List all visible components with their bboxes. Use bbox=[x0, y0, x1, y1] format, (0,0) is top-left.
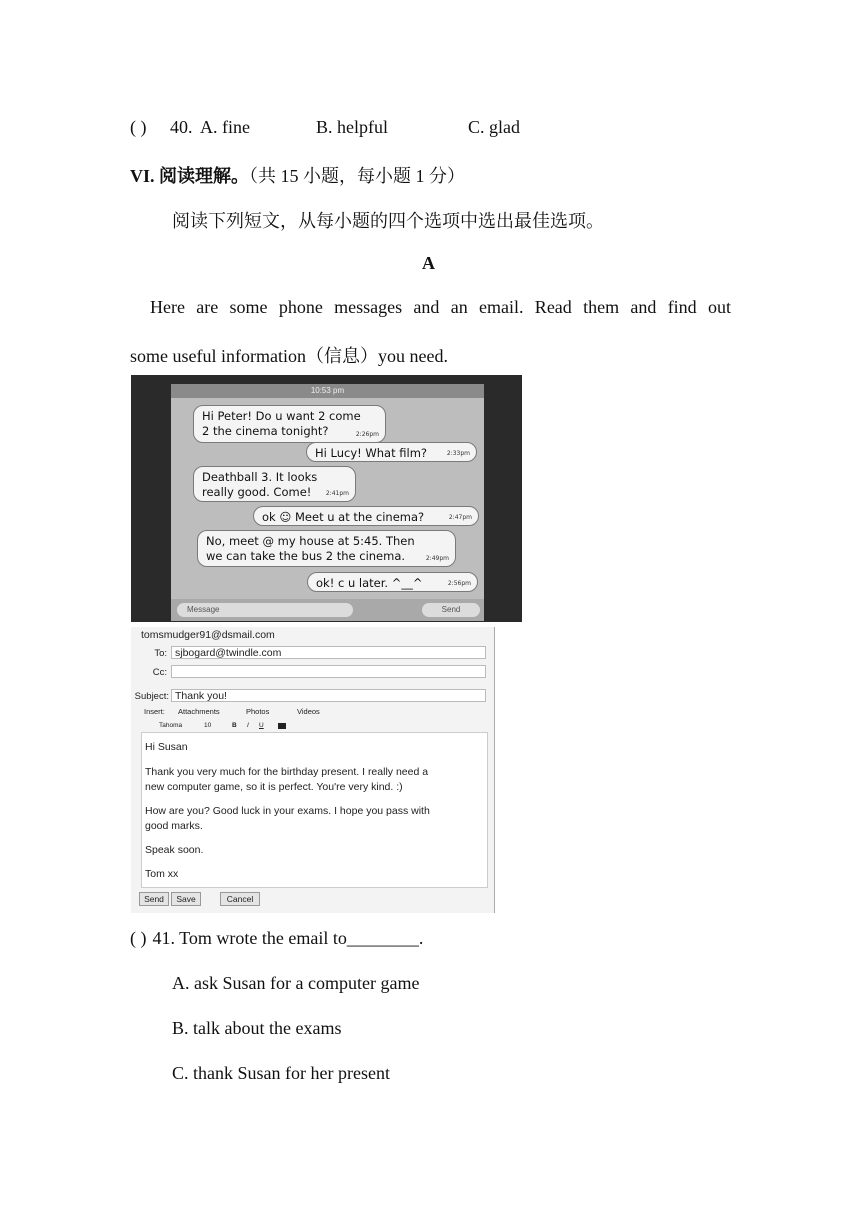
message-time: 2:33pm bbox=[446, 450, 470, 457]
email-body[interactable] bbox=[141, 732, 488, 888]
phone-messages-screenshot bbox=[131, 375, 522, 622]
email-screenshot bbox=[131, 627, 495, 913]
insert-label: Insert: bbox=[144, 707, 165, 716]
message-line: really good. Come! bbox=[202, 485, 312, 499]
status-bar-time: 10:53 pm bbox=[171, 384, 484, 398]
message-bubble bbox=[253, 506, 479, 526]
message-line: ok! c u later. ^__^ bbox=[316, 576, 423, 590]
body-line: How are you? Good luck in your exams. I hope you pass with bbox=[145, 805, 430, 817]
option-b: B. helpful bbox=[316, 117, 388, 137]
body-line: Speak soon. bbox=[145, 844, 204, 856]
insert-photos[interactable]: Photos bbox=[246, 707, 270, 716]
message-bubble bbox=[197, 530, 456, 567]
body-line: Tom xx bbox=[145, 868, 179, 880]
option-a: A. ask Susan for a computer game bbox=[172, 973, 420, 993]
cc-field[interactable] bbox=[171, 665, 486, 678]
message-time: 2:49pm bbox=[425, 555, 449, 562]
email-send-button[interactable]: Send bbox=[139, 892, 169, 906]
section-title: VI. 阅读理解。 bbox=[130, 166, 250, 186]
email-from: tomsmudger91@dsmail.com bbox=[141, 629, 275, 641]
to-label: To: bbox=[154, 648, 167, 659]
option-a: A. fine bbox=[200, 117, 250, 137]
question-stem: 41. Tom wrote the email to________. bbox=[152, 928, 424, 948]
subject-field[interactable]: Thank you! bbox=[171, 689, 486, 702]
text-color-swatch[interactable] bbox=[278, 723, 286, 729]
bold-button[interactable]: B bbox=[232, 722, 237, 729]
question-41 bbox=[130, 928, 423, 949]
message-bubble bbox=[307, 572, 478, 592]
to-field[interactable]: sjbogard@twindle.com bbox=[171, 646, 486, 659]
section-note: （共 15 小题，每小题 1 分） bbox=[249, 166, 466, 186]
insert-attachments[interactable]: Attachments bbox=[178, 707, 220, 716]
message-line: we can take the bus 2 the cinema. bbox=[206, 549, 406, 563]
cc-label: Cc: bbox=[152, 667, 167, 678]
option-b: B. talk about the exams bbox=[172, 1018, 342, 1038]
font-size-select[interactable]: 10 bbox=[204, 722, 212, 729]
question-number: 40. bbox=[170, 117, 193, 137]
body-line: new computer game, so it is perfect. You're very kind. :) bbox=[145, 781, 403, 793]
message-line: Hi Peter! Do u want 2 come bbox=[202, 409, 361, 423]
message-line: ok ☺ Meet u at the cinema? bbox=[262, 510, 425, 524]
answer-paren: ( ) bbox=[130, 928, 147, 948]
message-bubble bbox=[306, 442, 477, 462]
email-save-button[interactable]: Save bbox=[171, 892, 201, 906]
message-time: 2:56pm bbox=[447, 580, 471, 587]
send-message-button[interactable]: Send bbox=[422, 603, 480, 617]
option-c: C. thank Susan for her present bbox=[172, 1063, 390, 1083]
body-line: good marks. bbox=[145, 820, 203, 832]
message-time: 2:41pm bbox=[325, 490, 349, 497]
section-heading bbox=[130, 162, 465, 188]
body-line: Thank you very much for the birthday present. I really need a bbox=[145, 766, 429, 778]
section-instruction: 阅读下列短文，从每小题的四个选项中选出最佳选项。 bbox=[172, 211, 604, 231]
subject-label: Subject: bbox=[134, 691, 169, 702]
message-bubble bbox=[193, 405, 386, 443]
underline-button[interactable]: U bbox=[259, 722, 264, 729]
phone-screen bbox=[171, 384, 484, 621]
message-line: No, meet @ my house at 5:45. Then bbox=[206, 534, 415, 548]
passage-label: A bbox=[422, 253, 435, 273]
answer-paren: ( ) bbox=[130, 117, 147, 137]
insert-videos[interactable]: Videos bbox=[297, 707, 320, 716]
question-40 bbox=[0, 117, 860, 141]
email-cancel-button[interactable]: Cancel bbox=[220, 892, 260, 906]
message-line: Hi Lucy! What film? bbox=[315, 446, 428, 460]
passage-intro-line-2: some useful information（信息）you need. bbox=[130, 346, 448, 366]
passage-intro-line-1: Here are some phone messages and an email. Read them and find out bbox=[150, 297, 731, 317]
font-select[interactable]: Tahoma bbox=[159, 722, 183, 729]
option-c: C. glad bbox=[468, 117, 520, 137]
message-time: 2:47pm bbox=[448, 514, 472, 521]
message-line: 2 the cinema tonight? bbox=[202, 424, 329, 438]
message-bubble bbox=[193, 466, 356, 502]
message-composer bbox=[171, 599, 484, 621]
message-input[interactable]: Message bbox=[177, 603, 353, 617]
body-line: Hi Susan bbox=[145, 741, 188, 753]
message-line: Deathball 3. It looks bbox=[202, 470, 318, 484]
message-time: 2:26pm bbox=[355, 431, 379, 438]
italic-button[interactable]: I bbox=[247, 722, 249, 729]
